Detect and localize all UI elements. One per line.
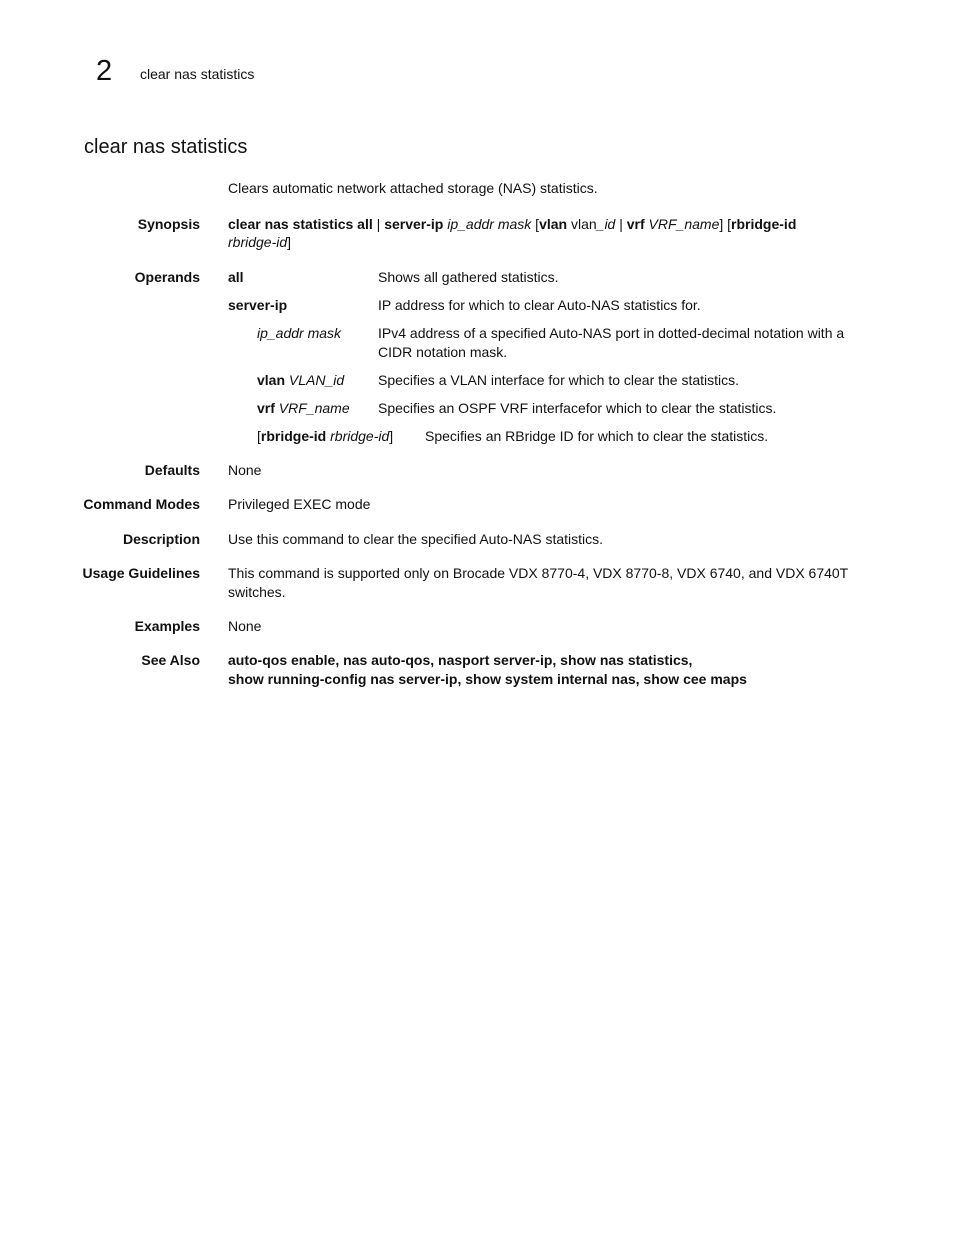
synopsis-line-1	[228, 215, 796, 234]
operand-vrf-keyword: vrf	[257, 400, 275, 416]
synopsis-vlan-pre: vlan	[567, 216, 597, 232]
see-also-line-1[interactable]: auto-qos enable, nas auto-qos, nasport server-ip, show nas statistics,	[228, 652, 693, 668]
synopsis-rbridge: rbridge-id	[731, 216, 797, 232]
command-modes-label: Command Modes	[83, 496, 200, 512]
synopsis-vrf-name: VRF_name	[644, 216, 720, 232]
operand-vrf	[257, 399, 350, 418]
operand-rbridge-arg: rbridge-id	[326, 428, 390, 444]
synopsis-ip-mask: ip_addr mask	[443, 216, 532, 232]
operand-rbridge-keyword: rbridge-id	[260, 428, 327, 444]
synopsis-bracket: ]	[287, 234, 292, 250]
operand-rbridge-close: ]	[389, 428, 394, 444]
see-also-line-2[interactable]: show running-config nas server-ip, show system internal nas, show cee maps	[228, 671, 747, 687]
synopsis-vlan: vlan	[539, 216, 568, 232]
operand-all-desc: Shows all gathered statistics.	[378, 269, 559, 285]
summary-text: Clears automatic network attached storage (NAS) statistics.	[228, 180, 598, 196]
operand-rbridge-open: [	[257, 428, 261, 444]
operand-server-ip-keyword: server-ip	[228, 297, 288, 313]
operand-vlan-keyword: vlan	[257, 372, 286, 388]
synopsis-separator: |	[372, 216, 385, 232]
synopsis-server-ip: server-ip	[384, 216, 444, 232]
synopsis-label: Synopsis	[137, 216, 200, 232]
see-also-label: See Also	[141, 652, 200, 668]
operand-vrf-arg: VRF_name	[274, 400, 350, 416]
running-title: clear nas statistics	[140, 66, 255, 82]
operand-vlan-desc: Specifies a VLAN interface for which to clear the statistics.	[378, 372, 740, 388]
examples-value: None	[228, 618, 262, 634]
chapter-number: 2	[96, 55, 113, 87]
synopsis-bracket: ] [	[719, 216, 732, 232]
synopsis-line-2	[228, 233, 291, 252]
command-modes-value: Privileged EXEC mode	[228, 496, 371, 512]
defaults-value: None	[228, 462, 262, 478]
description-value: Use this command to clear the specified Auto-NAS statistics.	[228, 531, 604, 547]
usage-guidelines-value: This command is supported only on Brocade VDX 8770-4, VDX 8770-8, VDX 6740, and VDX 6740T switches.	[228, 565, 848, 600]
page-title: clear nas statistics	[84, 136, 248, 158]
usage-guidelines-label: Usage Guidelines	[82, 565, 200, 581]
examples-label: Examples	[134, 618, 200, 634]
operand-vlan-arg: VLAN_id	[285, 372, 345, 388]
operand-ip-mask-arg: ip_addr mask	[257, 325, 342, 341]
synopsis-command: clear nas statistics all	[228, 216, 373, 232]
operand-server-ip-desc: IP address for which to clear Auto-NAS statistics for.	[378, 297, 701, 313]
operand-vlan	[257, 371, 344, 390]
synopsis-separator: |	[615, 216, 627, 232]
synopsis-vrf: vrf	[626, 216, 645, 232]
synopsis-vlan-id: _id	[596, 216, 616, 232]
operand-rbridge-desc: Specifies an RBridge ID for which to clear the statistics.	[425, 428, 769, 444]
defaults-label: Defaults	[144, 462, 200, 478]
synopsis-bracket: [	[531, 216, 540, 232]
operands-label: Operands	[134, 269, 200, 285]
synopsis-rbridge-arg: rbridge-id	[228, 234, 288, 250]
description-label: Description	[122, 531, 200, 547]
operand-vrf-desc: Specifies an OSPF VRF interfacefor which to clear the statistics.	[378, 400, 777, 416]
operand-ip-mask-desc: IPv4 address of a specified Auto-NAS port in dotted-decimal notation with a CIDR notation mask.	[378, 325, 845, 360]
operand-all-keyword: all	[228, 269, 244, 285]
operand-rbridge	[257, 427, 393, 446]
